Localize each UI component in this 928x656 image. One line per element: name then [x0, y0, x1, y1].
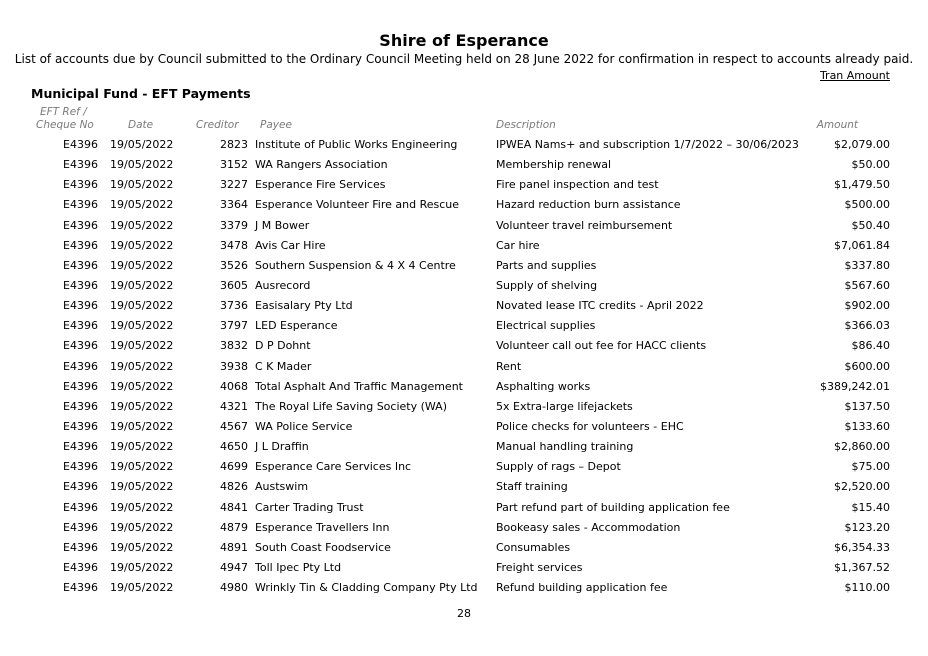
creditor-cell: 4567 — [220, 419, 248, 433]
date-cell: 19/05/2022 — [110, 258, 174, 272]
table-row — [0, 396, 928, 416]
amount-cell: $2,860.00 — [834, 440, 890, 454]
table-row — [0, 557, 928, 577]
table-row — [0, 215, 928, 235]
date-cell: 19/05/2022 — [110, 500, 174, 514]
amount-cell: $133.60 — [844, 419, 890, 433]
payee-cell: Esperance Volunteer Fire and Rescue — [255, 198, 459, 212]
section-title: Municipal Fund - EFT Payments — [31, 86, 251, 101]
amount-cell: $500.00 — [844, 198, 890, 212]
date-cell: 19/05/2022 — [110, 379, 174, 393]
ref-cell: E4396 — [63, 520, 98, 534]
creditor-cell: 4841 — [220, 500, 248, 514]
ref-cell: E4396 — [63, 238, 98, 252]
date-cell: 19/05/2022 — [110, 581, 174, 595]
creditor-cell: 3478 — [220, 238, 248, 252]
payee-cell: C K Mader — [255, 359, 312, 373]
column-header-ref-line1: EFT Ref / — [40, 106, 87, 118]
ref-cell: E4396 — [63, 581, 98, 595]
date-cell: 19/05/2022 — [110, 560, 174, 574]
description-cell: Refund building application fee — [496, 581, 668, 595]
amount-cell: $389,242.01 — [820, 379, 890, 393]
amount-cell: $75.00 — [851, 460, 890, 474]
amount-cell: $50.40 — [851, 218, 890, 232]
description-cell: Supply of rags – Depot — [496, 460, 621, 474]
creditor-cell: 3736 — [220, 299, 248, 313]
amount-cell: $337.80 — [844, 258, 890, 272]
date-cell: 19/05/2022 — [110, 399, 174, 413]
payee-cell: Esperance Care Services Inc — [255, 460, 412, 474]
ref-cell: E4396 — [63, 278, 98, 292]
payee-cell: South Coast Foodservice — [255, 540, 391, 554]
ref-cell: E4396 — [63, 198, 98, 212]
amount-cell: $15.40 — [851, 500, 890, 514]
description-cell: 5x Extra-large lifejackets — [496, 399, 633, 413]
table-row — [0, 376, 928, 396]
creditor-cell: 4826 — [220, 480, 248, 494]
payee-cell: LED Esperance — [255, 319, 338, 333]
ref-cell: E4396 — [63, 480, 98, 494]
table-row — [0, 537, 928, 557]
amount-cell: $902.00 — [844, 299, 890, 313]
payee-cell: Esperance Fire Services — [255, 178, 386, 192]
payee-cell: Easisalary Pty Ltd — [255, 299, 353, 313]
payee-cell: Austswim — [255, 480, 309, 494]
table-row — [0, 456, 928, 476]
creditor-cell: 2823 — [220, 138, 248, 151]
payee-cell: WA Rangers Association — [255, 158, 388, 172]
ref-cell: E4396 — [63, 138, 98, 151]
date-cell: 19/05/2022 — [110, 359, 174, 373]
creditor-cell: 3797 — [220, 319, 248, 333]
table-row — [0, 416, 928, 436]
payee-cell: WA Police Service — [255, 419, 353, 433]
date-cell: 19/05/2022 — [110, 540, 174, 554]
amount-cell: $1,479.50 — [834, 178, 890, 192]
column-header-ref-line2: Cheque No — [36, 119, 94, 131]
payee-cell: Toll Ipec Pty Ltd — [255, 560, 342, 574]
ref-cell: E4396 — [63, 258, 98, 272]
amount-cell: $1,367.52 — [834, 560, 890, 574]
description-cell: Consumables — [496, 540, 571, 554]
description-cell: Manual handling training — [496, 440, 634, 454]
date-cell: 19/05/2022 — [110, 218, 174, 232]
column-header-amount: Amount — [816, 119, 858, 131]
ref-cell: E4396 — [63, 440, 98, 454]
table-row — [0, 154, 928, 174]
amount-cell: $50.00 — [851, 158, 890, 172]
date-cell: 19/05/2022 — [110, 299, 174, 313]
creditor-cell: 3364 — [220, 198, 248, 212]
amount-cell: $137.50 — [844, 399, 890, 413]
description-cell: IPWEA Nams+ and subscription 1/7/2022 – 30/06/2023 — [496, 138, 799, 151]
document-title: Shire of Esperance — [379, 31, 549, 50]
ref-cell: E4396 — [63, 218, 98, 232]
table-row — [0, 235, 928, 255]
date-cell: 19/05/2022 — [110, 178, 174, 192]
payee-cell: Esperance Travellers Inn — [255, 520, 390, 534]
ref-cell: E4396 — [63, 460, 98, 474]
table-row — [0, 295, 928, 315]
payee-cell: Carter Trading Trust — [255, 500, 364, 514]
creditor-cell: 4068 — [220, 379, 248, 393]
ref-cell: E4396 — [63, 419, 98, 433]
ref-cell: E4396 — [63, 379, 98, 393]
amount-cell: $7,061.84 — [834, 238, 890, 252]
payee-cell: Avis Car Hire — [255, 238, 326, 252]
date-cell: 19/05/2022 — [110, 158, 174, 172]
creditor-cell: 3379 — [220, 218, 248, 232]
amount-cell: $2,079.00 — [834, 138, 890, 151]
ref-cell: E4396 — [63, 359, 98, 373]
column-header-payee: Payee — [260, 119, 292, 131]
date-cell: 19/05/2022 — [110, 520, 174, 534]
payee-cell: Ausrecord — [255, 278, 311, 292]
table-row — [0, 335, 928, 355]
table-row — [0, 356, 928, 376]
ref-cell: E4396 — [63, 339, 98, 353]
table-row — [0, 517, 928, 537]
creditor-cell: 3605 — [220, 278, 248, 292]
date-cell: 19/05/2022 — [110, 238, 174, 252]
amount-cell: $567.60 — [844, 278, 890, 292]
creditor-cell: 3938 — [220, 359, 248, 373]
date-cell: 19/05/2022 — [110, 339, 174, 353]
column-header-description: Description — [496, 119, 556, 131]
date-cell: 19/05/2022 — [110, 480, 174, 494]
description-cell: Novated lease ITC credits - April 2022 — [496, 299, 704, 313]
description-cell: Car hire — [496, 238, 540, 252]
creditor-cell: 3227 — [220, 178, 248, 192]
table-row — [0, 134, 928, 154]
ref-cell: E4396 — [63, 299, 98, 313]
table-row — [0, 315, 928, 335]
creditor-cell: 4879 — [220, 520, 248, 534]
date-cell: 19/05/2022 — [110, 319, 174, 333]
date-cell: 19/05/2022 — [110, 440, 174, 454]
ref-cell: E4396 — [63, 399, 98, 413]
creditor-cell: 4947 — [220, 560, 248, 574]
date-cell: 19/05/2022 — [110, 419, 174, 433]
ref-cell: E4396 — [63, 540, 98, 554]
creditor-cell: 3526 — [220, 258, 248, 272]
description-cell: Staff training — [496, 480, 568, 494]
payee-cell: Total Asphalt And Traffic Management — [255, 379, 463, 393]
description-cell: Hazard reduction burn assistance — [496, 198, 681, 212]
document-subtitle: List of accounts due by Council submitted to the Ordinary Council Meeting held on 28 June 2022 for confirmation in respect to accounts already paid. — [14, 52, 914, 66]
creditor-cell: 4699 — [220, 460, 248, 474]
description-cell: Part refund part of building application fee — [496, 500, 730, 514]
payee-cell: Institute of Public Works Engineering — [255, 138, 458, 151]
table-row — [0, 194, 928, 214]
table-row — [0, 497, 928, 517]
table-row — [0, 174, 928, 194]
payments-table — [0, 134, 928, 597]
column-header-creditor: Creditor — [196, 119, 239, 131]
amount-cell: $6,354.33 — [834, 540, 890, 554]
table-row — [0, 255, 928, 275]
table-row — [0, 577, 928, 597]
ref-cell: E4396 — [63, 560, 98, 574]
table-row — [0, 476, 928, 496]
page-number: 28 — [457, 607, 471, 620]
description-cell: Supply of shelving — [496, 278, 598, 292]
date-cell: 19/05/2022 — [110, 460, 174, 474]
table-row — [0, 436, 928, 456]
description-cell: Fire panel inspection and test — [496, 178, 659, 192]
amount-cell: $366.03 — [844, 319, 890, 333]
description-cell: Asphalting works — [496, 379, 591, 393]
creditor-cell: 4891 — [220, 540, 248, 554]
creditor-cell: 3832 — [220, 339, 248, 353]
date-cell: 19/05/2022 — [110, 278, 174, 292]
creditor-cell: 4650 — [220, 440, 248, 454]
description-cell: Volunteer call out fee for HACC clients — [496, 339, 707, 353]
ref-cell: E4396 — [63, 158, 98, 172]
creditor-cell: 4980 — [220, 581, 248, 595]
creditor-cell: 4321 — [220, 399, 248, 413]
payee-cell: J L Draffin — [255, 440, 309, 454]
amount-cell: $110.00 — [844, 581, 890, 595]
amount-cell: $86.40 — [851, 339, 890, 353]
description-cell: Bookeasy sales - Accommodation — [496, 520, 681, 534]
ref-cell: E4396 — [63, 178, 98, 192]
amount-cell: $600.00 — [844, 359, 890, 373]
description-cell: Rent — [496, 359, 522, 373]
payee-cell: D P Dohnt — [255, 339, 311, 353]
date-cell: 19/05/2022 — [110, 198, 174, 212]
description-cell: Membership renewal — [496, 158, 612, 172]
amount-cell: $123.20 — [844, 520, 890, 534]
payee-cell: J M Bower — [255, 218, 310, 232]
description-cell: Parts and supplies — [496, 258, 597, 272]
description-cell: Electrical supplies — [496, 319, 596, 333]
tran-amount-label: Tran Amount — [819, 69, 890, 82]
ref-cell: E4396 — [63, 500, 98, 514]
payee-cell: Southern Suspension & 4 X 4 Centre — [255, 258, 456, 272]
description-cell: Freight services — [496, 560, 583, 574]
date-cell: 19/05/2022 — [110, 138, 174, 151]
description-cell: Volunteer travel reimbursement — [496, 218, 673, 232]
amount-cell: $2,520.00 — [834, 480, 890, 494]
description-cell: Police checks for volunteers - EHC — [496, 419, 684, 433]
payee-cell: The Royal Life Saving Society (WA) — [255, 399, 447, 413]
column-header-date: Date — [128, 119, 154, 131]
creditor-cell: 3152 — [220, 158, 248, 172]
table-row — [0, 275, 928, 295]
payee-cell: Wrinkly Tin & Cladding Company Pty Ltd — [255, 581, 478, 595]
ref-cell: E4396 — [63, 319, 98, 333]
